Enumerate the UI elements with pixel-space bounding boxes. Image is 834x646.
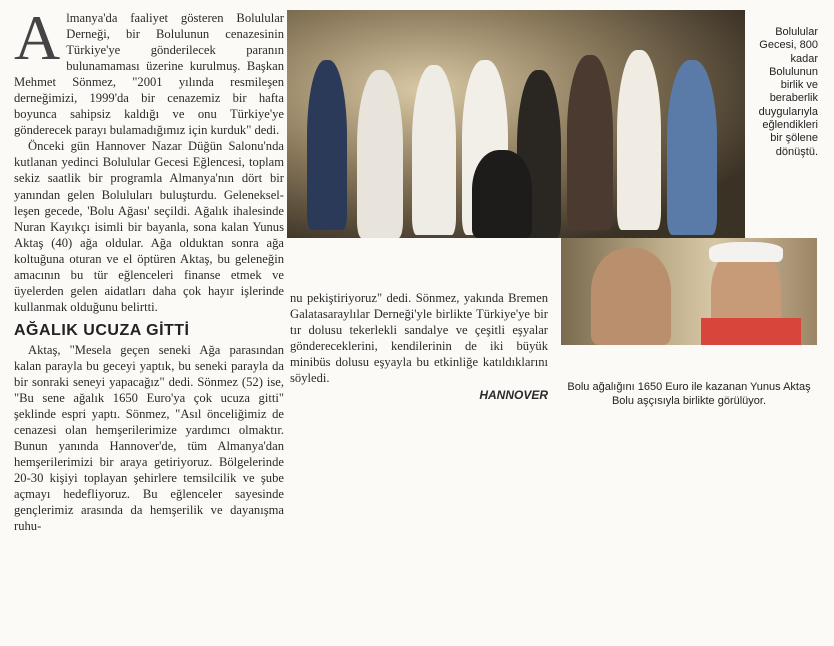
group-photo-caption: Bolulular Gecesi, 800 kadar Bolulunun birlik ve beraberlik duygularıyla eğlendikleri bir şölene dönüştü.	[758, 26, 818, 158]
photo-figure	[357, 70, 403, 238]
article-column-2	[290, 290, 548, 403]
photo-figure	[472, 150, 532, 238]
drop-cap: A	[14, 2, 61, 73]
article-column-1	[14, 2, 284, 535]
photo-figure	[617, 50, 661, 230]
chef-hat	[709, 242, 783, 262]
article-paragraph-3: Aktaş, "Mesela geçen seneki Ağa parasından kalan parayla bu geceyi yaptık, bu seneki parayla da bir sonraki seneyi yapacağız" dedi. Sönmez (52) ise, "Bu sene ağalık 1650 Euro'ya çok ucuza gitti" şeklinde espri yaptı. Sönmez, "Asıl önceliğimiz de cenazesi olan hemşerilerimize yardımcı olmaktır. Bunun yanında Hannover'de, tüm Almanya'dan hemşerilerimizi bir araya getiriyoruz. Bölgelerinde 20-30 kişiyi toplayan şehirlere temsilcilik ve şube açmayı hedefliyoruz. Bu eğlenceler sayesinde gençlerimiz arasında da hemşerilik ve dayanışma ruhu-	[14, 342, 284, 534]
group-photo	[287, 10, 745, 238]
portrait-photo	[561, 238, 817, 345]
article-paragraph-4: nu pekiştiriyoruz" dedi. Sönmez, yakında Bremen Galatasaraylılar Derneği'yle birlikte Türkiye'ye bir tır dolusu tekerlekli sandalye ve çeşitli eşyalar göndereceklerini, kendilerinin de iki büyük minibüs dolusu eşyayla bu etkinliğe katıldıklarını söyledi.	[290, 291, 548, 386]
portrait-photo-caption: Bolu ağalığını 1650 Euro ile kazanan Yunus Aktaş Bolu aşçısıyla birlikte görülüyor.	[567, 381, 811, 407]
article-subheading: AĞALIK UCUZA GİTTİ	[14, 321, 190, 339]
photo-figure	[412, 65, 456, 235]
article-paragraph-2: Önceki gün Hannover Nazar Düğün Salonu'nda kutlanan yedinci Bolulular Gecesi Eğlencesi, toplam sekiz saatlik bir programla Almanya'nın dört bir yanından gelen Boluluları buluşturdu. Geleneksel-leşen gecede, 'Bolu Ağası' seçildi. Ağalık ihalesinde Nuran Kayıkçı isimli bir bayanla, sona kalan Yunus Aktaş (40) ağa oldular. Ağa olduktan sonra ağa koltuğuna oturan ve el öptüren Aktaş, bu geleneğin amacının bu tür eğlenceleri finanse etmek ve üyelerden gelen aidatları daha çok hayır işlerinde kullanmak olduğunu belirtti.	[14, 139, 284, 314]
photo-figure	[307, 60, 347, 230]
photo-figure	[567, 55, 613, 230]
photo-figure	[591, 248, 671, 345]
byline: HANNOVER	[479, 388, 548, 403]
article-lead-paragraph: lmanya'da faaliyet gösteren Bolulular Derneği, bir Bolulunun cenazesinin Türkiye'ye gönderilecek paranın bulunamaması üzerine kurulmuş. Başkan Mehmet Sönmez, "2001 yılında resmileşen derneğimizi, 1999'da bir cenazemiz bir hafta boyunca sahipsiz kaldığı ve onu Türkiye'ye gönderecek parayı bulamadığımız için kurduk" dedi.	[14, 11, 284, 138]
chef-scarf	[701, 318, 801, 345]
photo-figure	[667, 60, 717, 235]
